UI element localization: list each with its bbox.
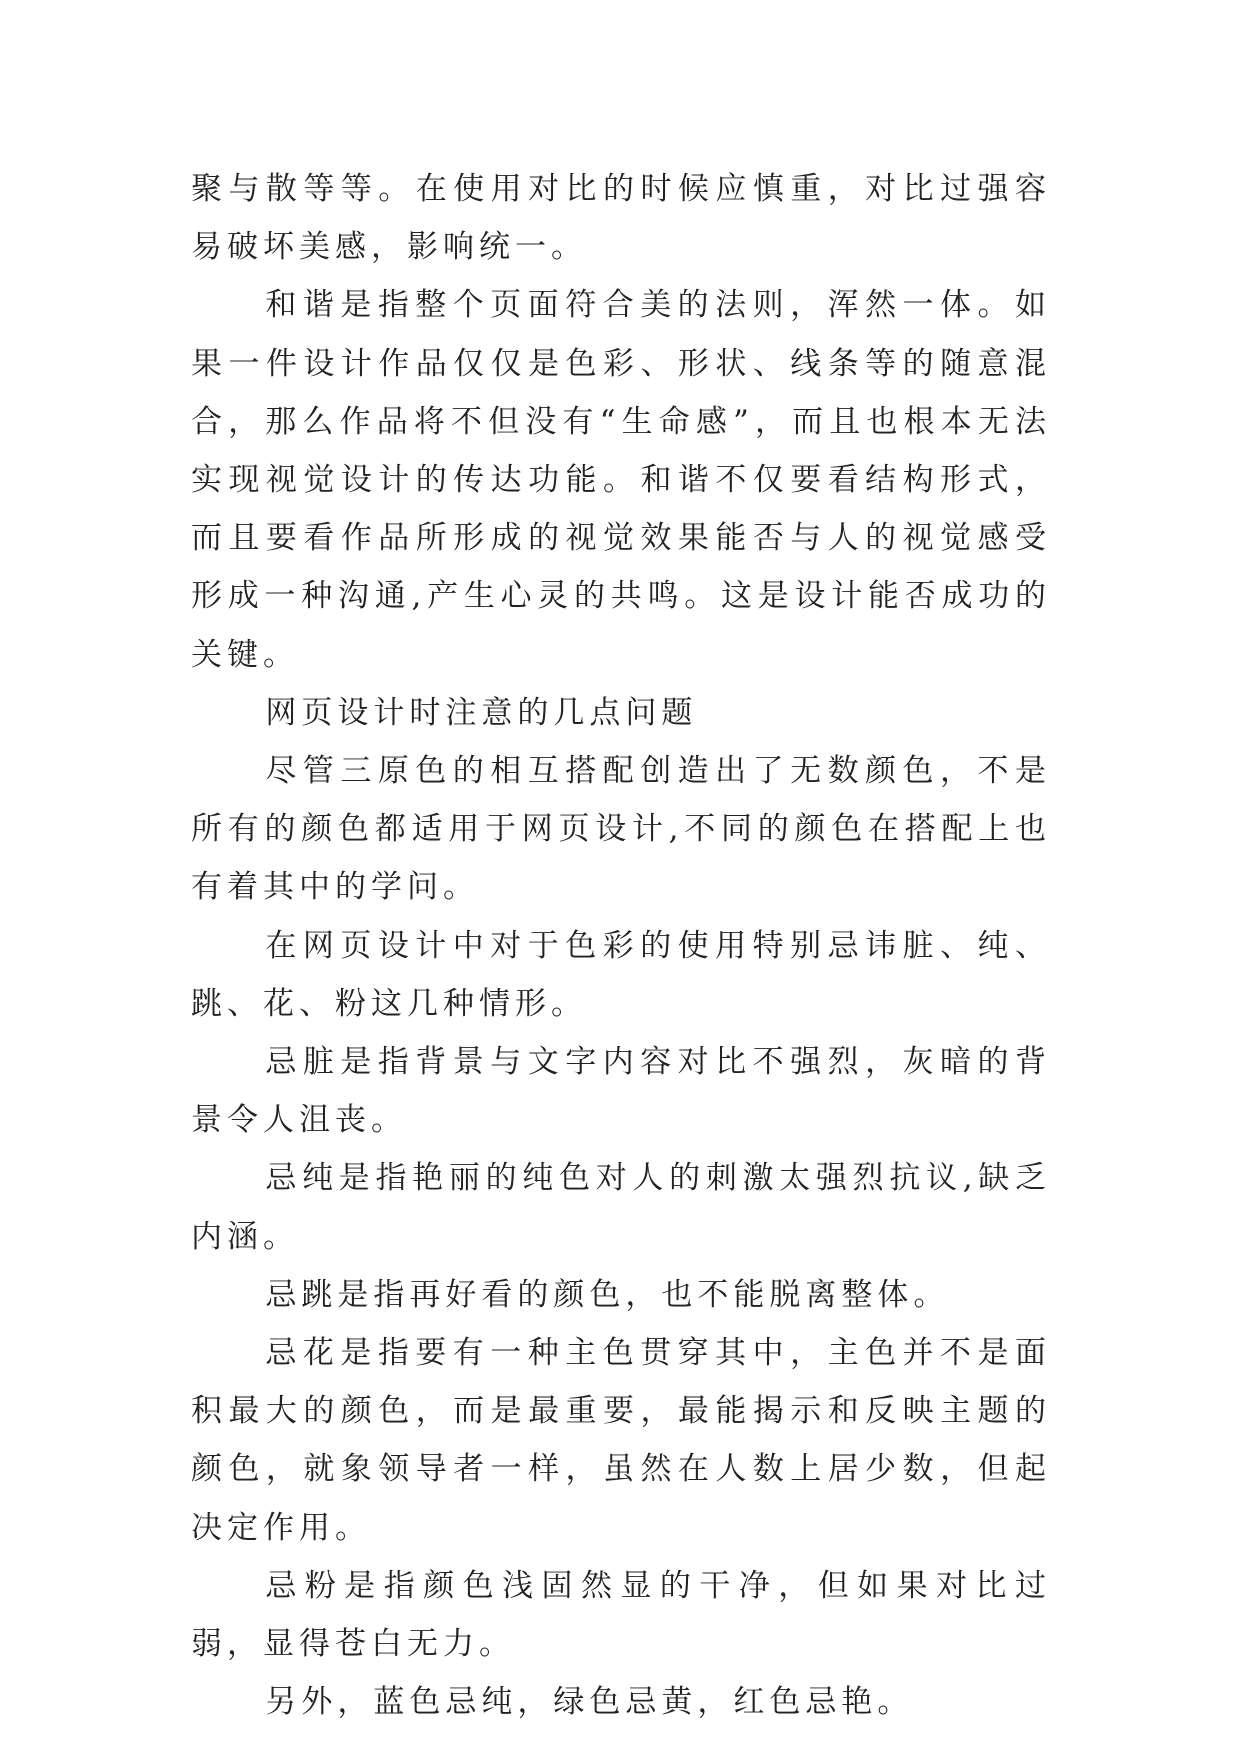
paragraph-avoid-dirty: 忌脏是指背景与文字内容对比不强烈，灰暗的背景令人沮丧。 xyxy=(191,1044,1051,1139)
paragraph-avoid-pale: 忌粉是指颜色浅固然显的干净，但如果对比过弱，显得苍白无力。 xyxy=(191,1567,1051,1663)
paragraph-primary-colors: 尽管三原色的相互搭配创造出了无数颜色，不是所有的颜色都适用于网页设计,不同的颜色在搭配上也有着其中的学问。 xyxy=(191,753,1051,906)
paragraph-other-taboos: 另外，蓝色忌纯，绿色忌黄，红色忌艳。 xyxy=(265,1684,914,1721)
paragraph-avoid-jumpy: 忌跳是指再好看的颜色，也不能脱离整体。 xyxy=(265,1276,950,1313)
paragraph-contrast-continued: 聚与散等等。在使用对比的时候应慎重，对比过强容易破坏美感，影响统一。 xyxy=(191,171,1051,266)
paragraph-avoid-pure: 忌纯是指艳丽的纯色对人的刺激太强烈抗议,缺乏内涵。 xyxy=(191,1160,1051,1255)
document-body xyxy=(191,160,1051,1731)
paragraph-avoid-busy: 忌花是指要有一种主色贯穿其中，主色并不是面积最大的颜色，而是最重要，最能揭示和反映主题的颜色，就象领导者一样，虽然在人数上居少数，但起决定作用。 xyxy=(191,1335,1051,1546)
paragraph-color-taboos: 在网页设计中对于色彩的使用特别忌讳脏、纯、跳、花、粉这几种情形。 xyxy=(191,927,1051,1022)
section-heading-web-design-issues: 网页设计时注意的几点问题 xyxy=(265,694,698,731)
paragraph-harmony: 和谐是指整个页面符合美的法则，浑然一体。如果一件设计作品仅仅是色彩、形状、线条等的随意混合，那么作品将不但没有“生命感”，而且也根本无法实现视觉设计的传达功能。和谐不仅要看结构形式，而且要看作品所形成的视觉效果能否与人的视觉感受形成一种沟通,产生心灵的共鸣。这是设计能否成功的关键。 xyxy=(191,287,1051,673)
